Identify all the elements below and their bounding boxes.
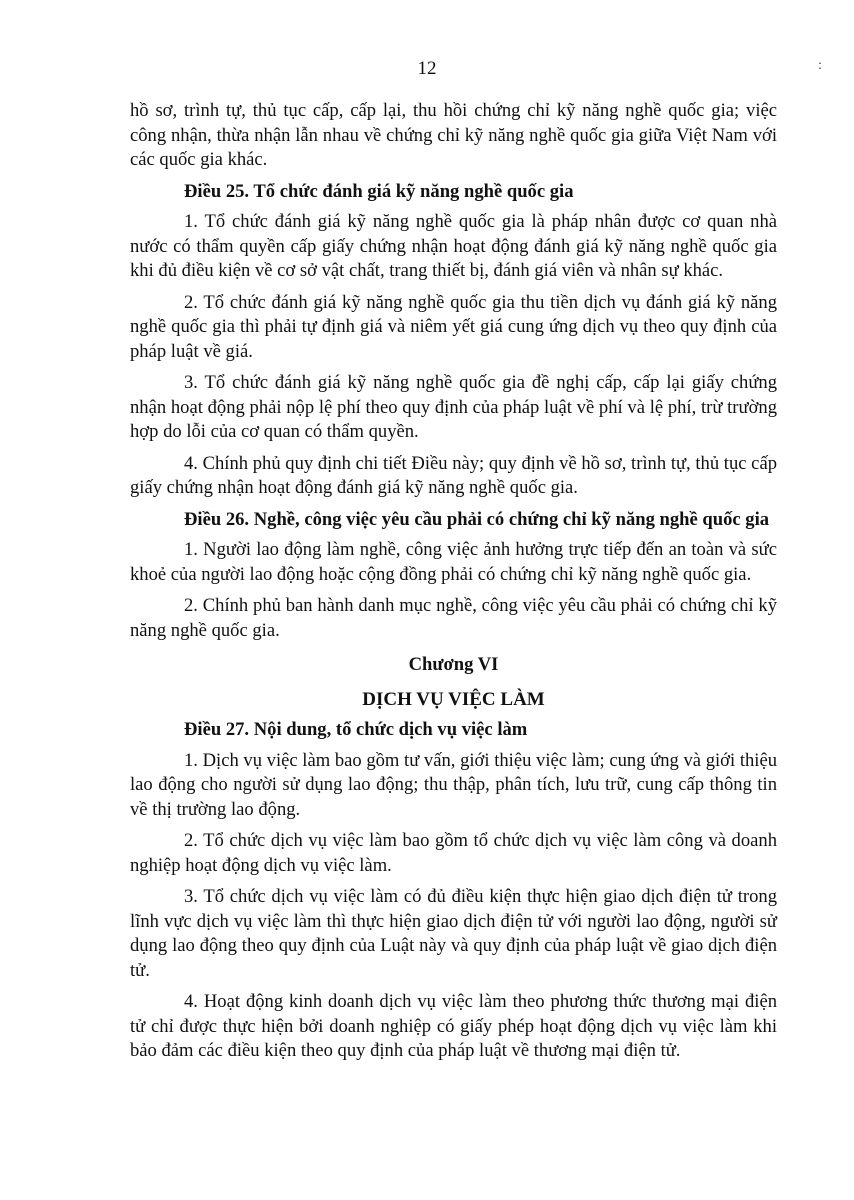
article-26-clause-1: 1. Người lao động làm nghề, công việc ảnh hưởng trực tiếp đến an toàn và sức khoẻ của người lao động hoặc cộng đồng phải có chứng chỉ kỹ năng nghề quốc gia. (130, 539, 777, 585)
article-26 (130, 508, 777, 644)
article-27 (130, 718, 777, 1064)
article-27-clause-3: 3. Tổ chức dịch vụ việc làm có đủ điều kiện thực hiện giao dịch điện tử trong lĩnh vực dịch vụ việc làm thì thực hiện giao dịch điện tử với người lao động, người sử dụng lao động theo quy định của Luật này và quy định của pháp luật về giao dịch điện tử. (130, 886, 777, 981)
article-25 (130, 180, 777, 501)
chapter-number: Chương VI (408, 654, 499, 675)
continuation-paragraph: hồ sơ, trình tự, thủ tục cấp, cấp lại, thu hồi chứng chỉ kỹ năng nghề quốc gia; việc công nhận, thừa nhận lẫn nhau về chứng chỉ kỹ năng nghề quốc gia giữa Việt Nam với các quốc gia khác. (130, 100, 777, 170)
corner-mark: : (818, 58, 822, 73)
article-26-clause-2: 2. Chính phủ ban hành danh mục nghề, công việc yêu cầu phải có chứng chỉ kỹ năng nghề quốc gia. (130, 595, 777, 641)
chapter-title: DỊCH VỤ VIỆC LÀM (362, 688, 545, 710)
article-25-clause-1: 1. Tổ chức đánh giá kỹ năng nghề quốc gia là pháp nhân được cơ quan nhà nước có thẩm quyền cấp giấy chứng nhận hoạt động đánh giá kỹ năng nghề quốc gia khi đủ điều kiện về cơ sở vật chất, trang thiết bị, đánh giá viên và nhân sự khác. (130, 211, 777, 281)
page-number: 12 (417, 58, 437, 79)
article-27-title: Điều 27. Nội dung, tổ chức dịch vụ việc làm (184, 719, 528, 740)
article-27-clause-1: 1. Dịch vụ việc làm bao gồm tư vấn, giới thiệu việc làm; cung ứng và giới thiệu lao động cho người sử dụng lao động; thu thập, phân tích, lưu trữ, cung cấp thông tin về thị trường lao động. (130, 749, 777, 820)
article-25-title: Điều 25. Tổ chức đánh giá kỹ năng nghề quốc gia (184, 180, 574, 202)
article-25-clause-3: 3. Tổ chức đánh giá kỹ năng nghề quốc gia đề nghị cấp, cấp lại giấy chứng nhận hoạt động phải nộp lệ phí theo quy định của pháp luật về phí và lệ phí, trừ trường hợp do lỗi của cơ quan có thẩm quyền. (130, 372, 777, 442)
article-25-clause-2: 2. Tổ chức đánh giá kỹ năng nghề quốc gia thu tiền dịch vụ đánh giá kỹ năng nghề quốc gia thì phải tự định giá và niêm yết giá cung ứng dịch vụ theo quy định của pháp luật về giá. (130, 291, 777, 362)
article-25-clause-4: 4. Chính phủ quy định chi tiết Điều này; quy định về hồ sơ, trình tự, thủ tục cấp giấy chứng nhận hoạt động đánh giá kỹ năng nghề quốc gia. (130, 452, 777, 498)
article-26-title: Điều 26. Nghề, công việc yêu cầu phải có chứng chỉ kỹ năng nghề quốc gia (184, 508, 770, 530)
document-body (130, 99, 777, 1071)
article-27-clause-2: 2. Tổ chức dịch vụ việc làm bao gồm tổ chức dịch vụ việc làm công và doanh nghiệp hoạt động dịch vụ việc làm. (130, 830, 777, 876)
article-27-clause-4: 4. Hoạt động kinh doanh dịch vụ việc làm theo phương thức thương mại điện tử chỉ được thực hiện bởi doanh nghiệp có giấy phép hoạt động dịch vụ việc làm khi bảo đảm các điều kiện theo quy định của pháp luật về thương mại điện tử. (130, 991, 777, 1061)
